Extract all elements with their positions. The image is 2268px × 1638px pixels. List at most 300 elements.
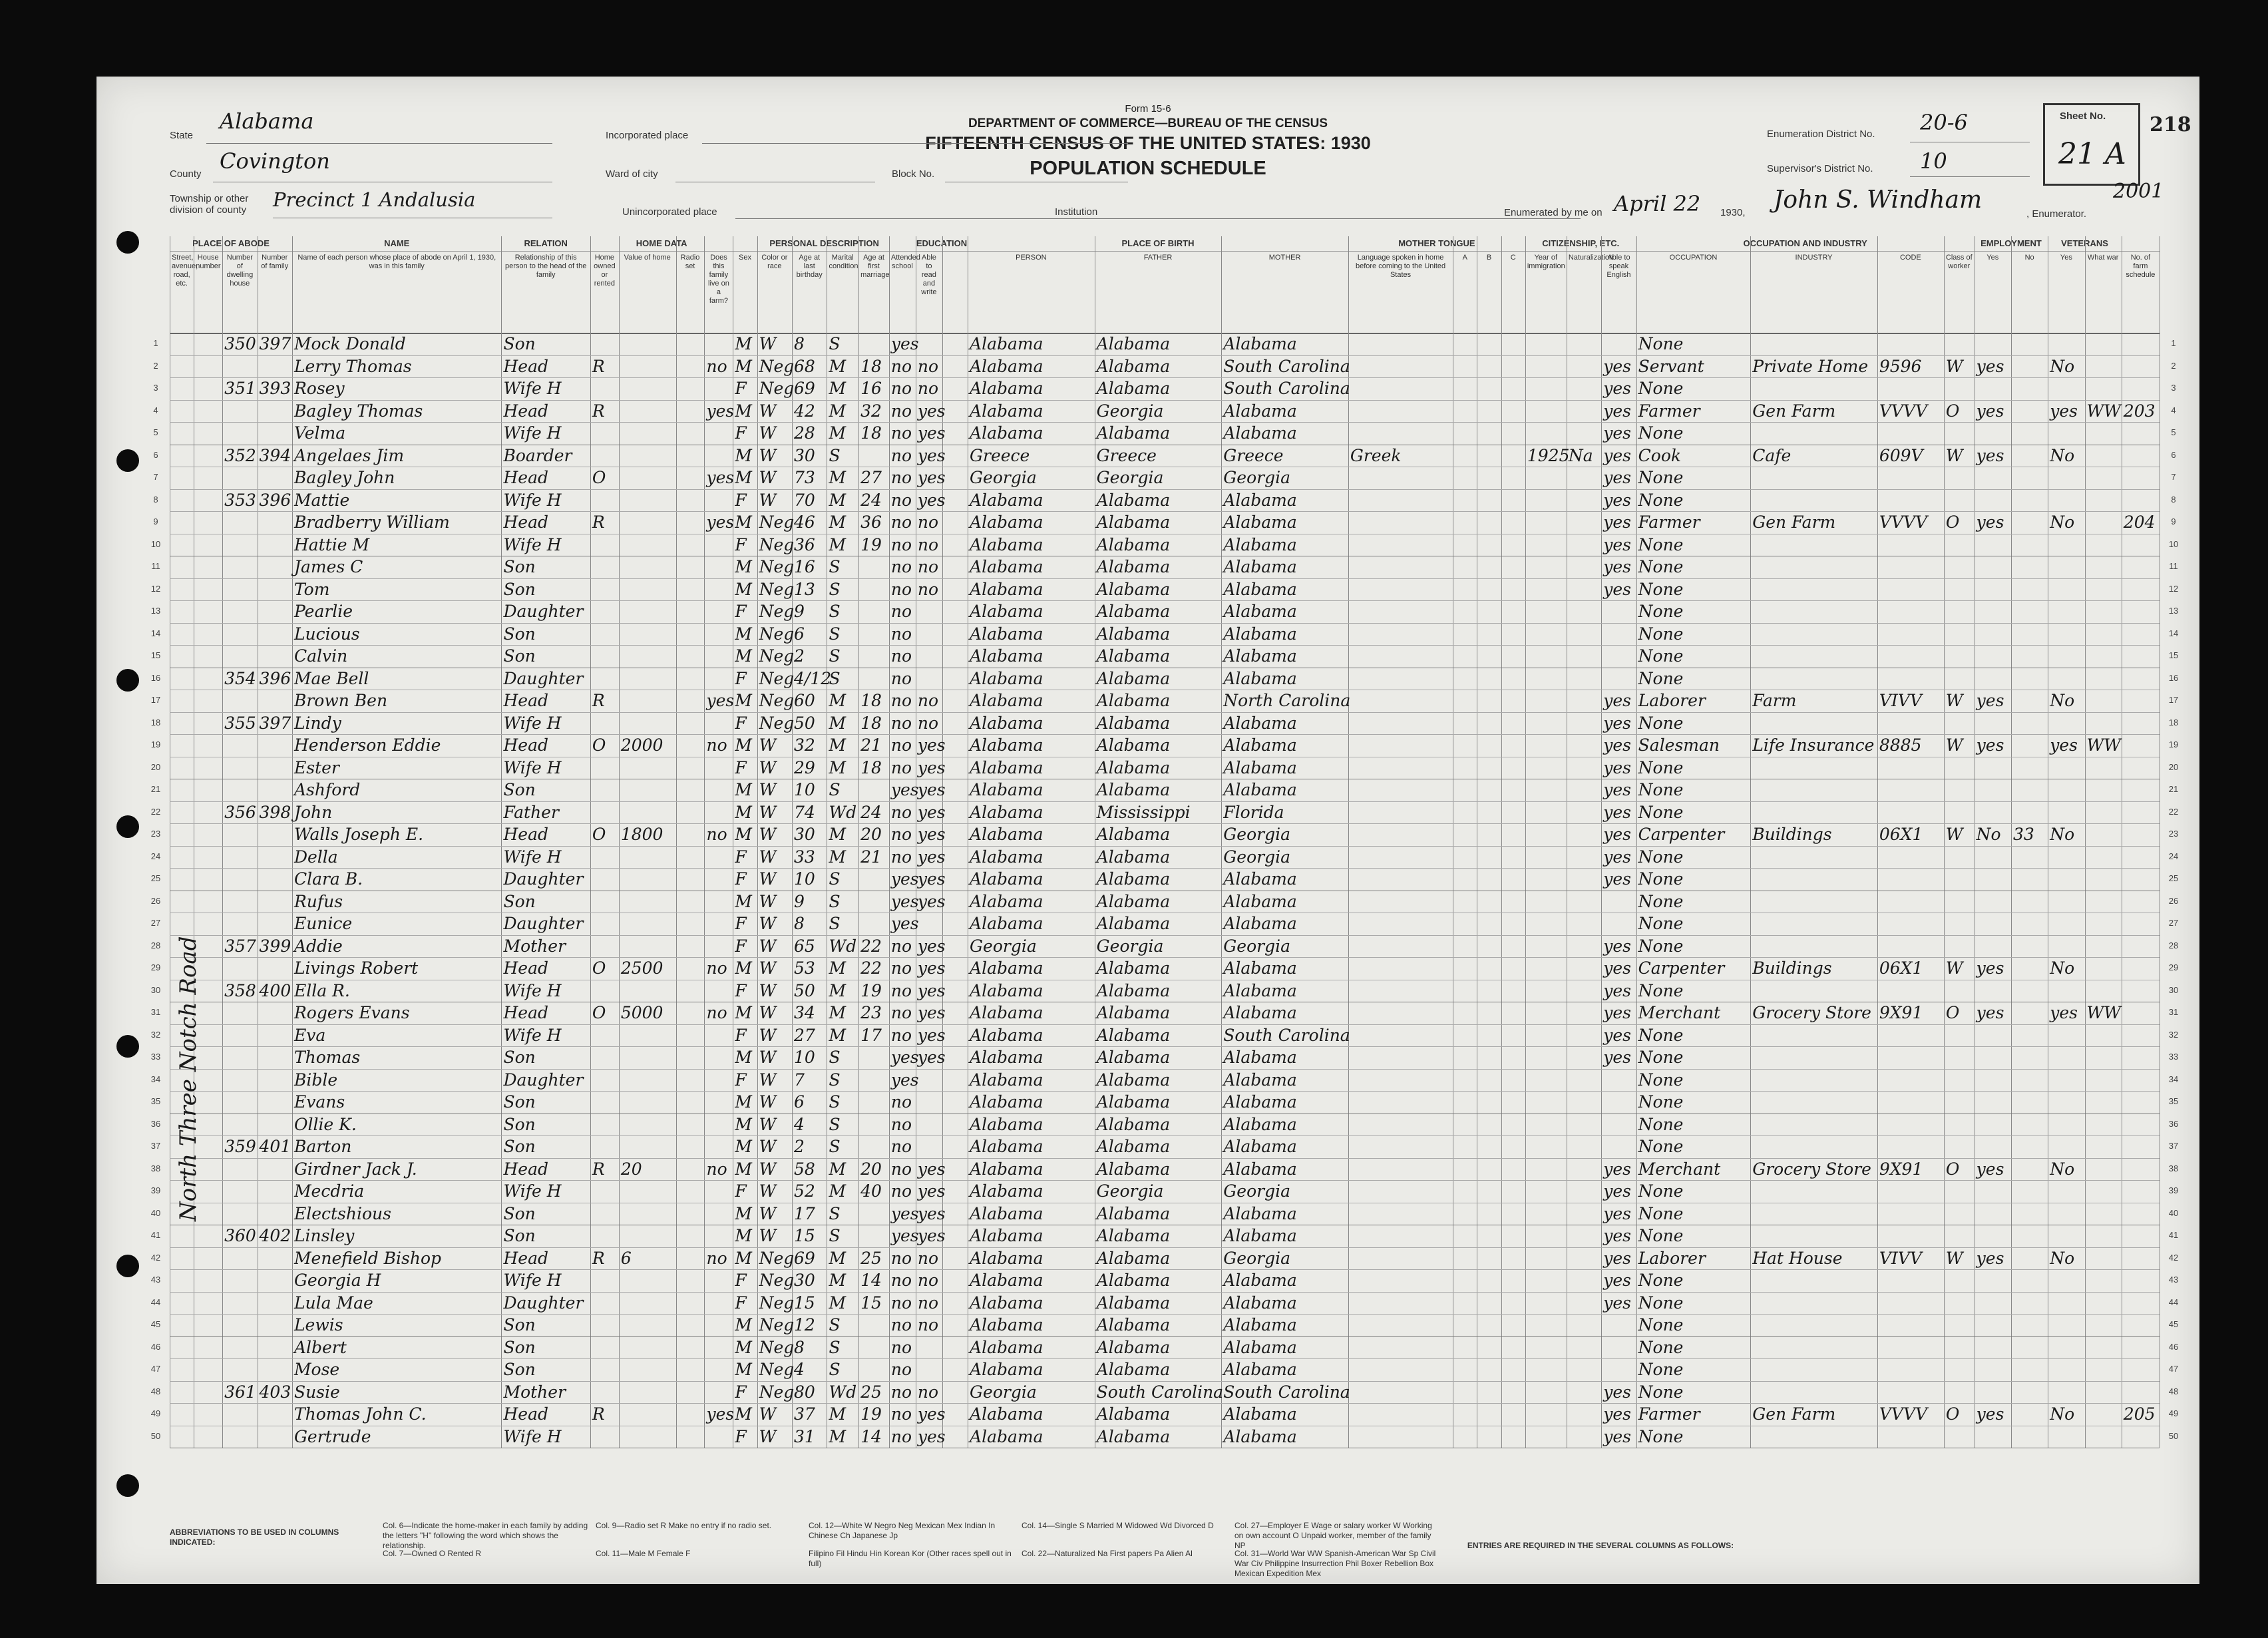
line-number: 18 xyxy=(150,717,161,727)
table-cell: Wife H xyxy=(503,847,562,867)
line-number: 18 xyxy=(2168,717,2179,727)
table-cell: None xyxy=(1638,534,1684,554)
line-number: 13 xyxy=(2168,606,2179,616)
table-cell: Alabama xyxy=(1096,1360,1171,1379)
table-cell: no xyxy=(890,1003,912,1022)
table-cell: 73 xyxy=(794,468,815,487)
table-cell: 360 xyxy=(224,1226,256,1245)
table-cell: Alabama xyxy=(970,958,1043,978)
table-cell: M xyxy=(735,1114,752,1134)
table-cell: None xyxy=(1638,423,1684,443)
enumerated-date: April 22 xyxy=(1614,191,1701,216)
table-cell: Neg xyxy=(759,624,795,644)
table-cell: 10 xyxy=(794,780,815,799)
table-cell: 10 xyxy=(794,1048,815,1067)
column-header: What war xyxy=(2087,254,2119,262)
table-cell: Head xyxy=(503,512,548,532)
table-cell: 17 xyxy=(794,1203,815,1223)
table-cell: W xyxy=(759,1203,777,1223)
table-cell: M xyxy=(735,780,752,799)
table-cell: Albert xyxy=(293,1337,347,1357)
table-cell: F xyxy=(735,423,747,443)
table-cell: F xyxy=(735,847,747,867)
table-cell: 4 xyxy=(794,1360,805,1379)
table-cell: Georgia xyxy=(970,936,1037,956)
table-cell: W xyxy=(759,735,777,755)
table-cell: F xyxy=(735,602,747,621)
table-cell: W xyxy=(759,1404,777,1424)
line-number: 24 xyxy=(150,851,161,861)
table-cell: Head xyxy=(503,401,548,421)
table-cell: 19 xyxy=(860,980,882,1000)
table-cell: South Carolina xyxy=(1223,1025,1350,1045)
table-cell: Alabama xyxy=(1096,1137,1171,1156)
table-cell: Eva xyxy=(293,1025,326,1045)
table-cell: yes xyxy=(1976,1003,2004,1022)
table-cell: Georgia xyxy=(1223,825,1290,844)
table-cell: M xyxy=(735,401,752,421)
table-cell: no xyxy=(890,1337,912,1357)
table-cell: yes xyxy=(1603,1226,1631,1245)
table-cell: Alabama xyxy=(1223,1114,1297,1134)
table-cell: yes xyxy=(1603,423,1631,443)
table-cell: Thomas John C. xyxy=(293,1404,427,1424)
line-number: 37 xyxy=(150,1141,161,1151)
table-cell: Cook xyxy=(1638,445,1682,465)
table-cell: M xyxy=(735,1315,752,1334)
table-cell: no xyxy=(890,379,912,398)
abbreviation-note: Col. 9—Radio set R Make no entry if no radio set. xyxy=(596,1521,772,1530)
table-cell: Son xyxy=(503,1137,536,1156)
table-cell: John xyxy=(293,802,333,822)
table-cell: Alabama xyxy=(970,691,1043,710)
table-cell: None xyxy=(1638,1337,1684,1357)
enumerator-label: , Enumerator. xyxy=(2026,208,2087,220)
table-cell: 32 xyxy=(794,735,815,755)
table-cell: 398 xyxy=(259,802,291,822)
table-cell: 18 xyxy=(860,423,882,443)
table-cell: yes xyxy=(2050,735,2078,755)
table-cell: Merchant xyxy=(1638,1003,1721,1022)
table-cell: no xyxy=(917,691,939,710)
table-cell: W xyxy=(759,1114,777,1134)
table-cell: Mother xyxy=(503,936,566,956)
column-header: Color or race xyxy=(761,254,788,270)
table-cell: no xyxy=(890,468,912,487)
table-cell: 22 xyxy=(860,958,882,978)
column-header: Number of dwelling house xyxy=(226,254,254,288)
table-cell: 19 xyxy=(860,1404,882,1424)
table-cell: M xyxy=(735,691,752,710)
table-cell: Alabama xyxy=(970,490,1043,510)
table-cell: Eunice xyxy=(293,914,353,933)
table-cell: 06X1 xyxy=(1879,958,1923,978)
county-label: County xyxy=(170,168,202,180)
table-cell: yes xyxy=(1603,1181,1631,1201)
institution-label: Institution xyxy=(1055,206,1098,218)
table-cell: VIVV xyxy=(1879,691,1922,710)
table-cell: Alabama xyxy=(1096,534,1171,554)
table-cell: Alabama xyxy=(970,1114,1043,1134)
table-cell: yes xyxy=(890,780,919,799)
table-cell: Son xyxy=(503,1092,536,1112)
table-cell: 2 xyxy=(794,1137,805,1156)
abbreviation-note: Col. 27—Employer E Wage or salary worker W Working on own account O Unpaid worker, member of the family NP xyxy=(1234,1521,1432,1550)
table-cell: Son xyxy=(503,579,536,599)
sheet-label: Sheet No. xyxy=(2060,110,2106,122)
table-cell: None xyxy=(1638,1048,1684,1067)
table-cell: Greece xyxy=(1223,445,1284,465)
line-number: 47 xyxy=(150,1364,161,1374)
table-cell: Alabama xyxy=(970,602,1043,621)
table-cell: No xyxy=(2050,512,2075,532)
table-cell: Neg xyxy=(759,1271,795,1290)
table-cell: yes xyxy=(890,891,919,911)
table-cell: 37 xyxy=(794,1404,815,1424)
table-cell: South Carolina xyxy=(1096,1382,1224,1402)
enumerated-label: Enumerated by me on xyxy=(1504,207,1603,218)
table-cell: yes xyxy=(1976,445,2004,465)
table-cell: WW xyxy=(2086,735,2121,755)
table-cell: 16 xyxy=(860,379,882,398)
table-cell: Wife H xyxy=(503,1426,562,1446)
table-cell: no xyxy=(890,1181,912,1201)
punch-hole xyxy=(116,231,139,254)
table-cell: 397 xyxy=(259,713,291,733)
table-cell: Alabama xyxy=(970,624,1043,644)
table-cell: M xyxy=(735,1360,752,1379)
table-cell: 53 xyxy=(794,958,815,978)
table-cell: Alabama xyxy=(970,423,1043,443)
table-cell: W xyxy=(759,1159,777,1179)
column-rule xyxy=(222,236,223,1448)
line-number: 10 xyxy=(2168,538,2179,549)
table-cell: Neg xyxy=(759,668,795,688)
table-cell: None xyxy=(1638,579,1684,599)
table-cell: Alabama xyxy=(1096,1025,1171,1045)
table-cell: yes xyxy=(917,936,946,956)
table-cell: 2500 xyxy=(620,958,663,978)
table-cell: Son xyxy=(503,1203,536,1223)
table-cell: Florida xyxy=(1223,802,1284,822)
column-header: B xyxy=(1486,254,1492,262)
table-cell: yes xyxy=(890,1203,919,1223)
table-cell: Neg xyxy=(759,356,795,376)
table-cell: Alabama xyxy=(970,334,1043,353)
table-cell: Alabama xyxy=(1223,668,1297,688)
enumeration-district-label: Enumeration District No. xyxy=(1767,128,1875,140)
table-cell: W xyxy=(759,980,777,1000)
table-cell: 13 xyxy=(794,579,815,599)
table-cell: None xyxy=(1638,847,1684,867)
line-number: 24 xyxy=(2168,851,2179,861)
table-cell: Alabama xyxy=(1223,1360,1297,1379)
table-cell: S xyxy=(829,1360,841,1379)
table-cell: Neg xyxy=(759,602,795,621)
table-cell: yes xyxy=(1976,512,2004,532)
abbreviation-note: Col. 7—Owned O Rented R xyxy=(383,1549,482,1558)
table-cell: 401 xyxy=(259,1137,291,1156)
table-cell: F xyxy=(735,1382,747,1402)
table-cell: R xyxy=(592,401,605,421)
table-cell: Son xyxy=(503,1114,536,1134)
table-cell: Alabama xyxy=(970,579,1043,599)
table-cell: yes xyxy=(1603,958,1631,978)
table-cell: no xyxy=(890,1293,912,1313)
table-cell: Alabama xyxy=(970,1404,1043,1424)
punch-hole xyxy=(116,449,139,472)
table-cell: 14 xyxy=(860,1426,882,1446)
table-cell: 354 xyxy=(224,668,256,688)
table-cell: Hattie M xyxy=(293,534,370,554)
table-cell: no xyxy=(890,958,912,978)
table-cell: Alabama xyxy=(970,1181,1043,1201)
table-cell: Alabama xyxy=(1096,757,1171,777)
table-cell: F xyxy=(735,1070,747,1090)
table-cell: Alabama xyxy=(970,356,1043,376)
line-number: 33 xyxy=(150,1052,161,1062)
table-cell: 22 xyxy=(860,936,882,956)
table-cell: yes xyxy=(917,1226,946,1245)
table-cell: yes xyxy=(1603,579,1631,599)
table-cell: 33 xyxy=(794,847,815,867)
table-cell: Alabama xyxy=(1096,423,1171,443)
table-cell: Daughter xyxy=(503,869,584,889)
table-cell: Hat House xyxy=(1752,1248,1843,1268)
table-cell: M xyxy=(735,468,752,487)
table-cell: no xyxy=(706,1159,727,1179)
table-cell: Alabama xyxy=(1096,847,1171,867)
table-cell: Alabama xyxy=(970,802,1043,822)
table-cell: Neg xyxy=(759,1337,795,1357)
table-cell: 21 xyxy=(860,735,882,755)
table-cell: no xyxy=(890,579,912,599)
table-cell: M xyxy=(829,356,847,376)
table-cell: no xyxy=(890,1248,912,1268)
table-cell: Alabama xyxy=(1096,490,1171,510)
line-number: 26 xyxy=(150,895,161,906)
table-cell: 30 xyxy=(794,825,815,844)
table-cell: 80 xyxy=(794,1382,815,1402)
column-rule xyxy=(590,236,591,1448)
line-number: 23 xyxy=(150,829,161,839)
line-number: 39 xyxy=(2168,1185,2179,1195)
unincorporated-label: Unincorporated place xyxy=(622,206,717,218)
line-number: 8 xyxy=(153,494,158,505)
table-cell: Georgia xyxy=(1223,936,1290,956)
table-cell: Alabama xyxy=(1096,646,1171,666)
line-number: 27 xyxy=(2168,918,2179,928)
table-cell: R xyxy=(592,356,605,376)
line-number: 28 xyxy=(150,940,161,950)
line-number: 17 xyxy=(2168,695,2179,705)
table-cell: M xyxy=(829,713,847,733)
table-cell: yes xyxy=(1976,1404,2004,1424)
table-cell: 355 xyxy=(224,713,256,733)
supervisor-district-label: Supervisor's District No. xyxy=(1767,163,1873,174)
table-cell: yes xyxy=(917,891,946,911)
table-cell: Head xyxy=(503,1404,548,1424)
table-cell: Alabama xyxy=(1096,1226,1171,1245)
table-cell: M xyxy=(829,1025,847,1045)
line-number: 41 xyxy=(150,1230,161,1240)
table-cell: S xyxy=(829,1337,841,1357)
table-cell: O xyxy=(592,1003,606,1022)
punch-hole xyxy=(116,1035,139,1058)
table-cell: Alabama xyxy=(970,1203,1043,1223)
table-cell: None xyxy=(1638,1360,1684,1379)
table-cell: Greek xyxy=(1350,445,1402,465)
table-cell: Alabama xyxy=(970,825,1043,844)
table-cell: W xyxy=(759,802,777,822)
table-cell: South Carolina xyxy=(1223,379,1350,398)
table-cell: Alabama xyxy=(1223,1003,1297,1022)
column-rule xyxy=(1750,236,1751,1448)
table-cell: James C xyxy=(293,557,363,576)
line-number: 33 xyxy=(2168,1052,2179,1062)
column-header: A xyxy=(1462,254,1467,262)
table-cell: W xyxy=(1945,958,1963,978)
table-cell: 353 xyxy=(224,490,256,510)
line-number: 32 xyxy=(2168,1029,2179,1040)
line-number: 50 xyxy=(150,1430,161,1441)
table-cell: M xyxy=(735,1226,752,1245)
table-cell: M xyxy=(829,847,847,867)
table-cell: Son xyxy=(503,1360,536,1379)
table-cell: M xyxy=(829,423,847,443)
column-rule xyxy=(619,236,620,1448)
table-cell: S xyxy=(829,1315,841,1334)
line-number: 20 xyxy=(2168,761,2179,772)
table-cell: 29 xyxy=(794,757,815,777)
table-cell: None xyxy=(1638,1114,1684,1134)
table-cell: M xyxy=(829,1181,847,1201)
table-cell: no xyxy=(890,602,912,621)
table-cell: 30 xyxy=(794,1271,815,1290)
table-cell: no xyxy=(890,980,912,1000)
table-cell: Alabama xyxy=(1223,958,1297,978)
table-cell: 1800 xyxy=(620,825,663,844)
line-number: 7 xyxy=(153,472,158,482)
census-sheet xyxy=(96,77,2199,1584)
column-header: CODE xyxy=(1899,254,1921,262)
line-number: 2 xyxy=(2171,360,2176,371)
table-cell: S xyxy=(829,780,841,799)
table-cell: no xyxy=(890,1271,912,1290)
table-cell: Laborer xyxy=(1638,1248,1706,1268)
table-cell: None xyxy=(1638,1293,1684,1313)
table-cell: F xyxy=(735,980,747,1000)
table-cell: W xyxy=(759,936,777,956)
state-value: Alabama xyxy=(220,108,314,134)
table-cell: 65 xyxy=(794,936,815,956)
table-cell: no xyxy=(706,825,727,844)
line-number: 26 xyxy=(2168,895,2179,906)
table-cell: Laborer xyxy=(1638,691,1706,710)
table-cell: Greece xyxy=(970,445,1030,465)
line-number: 1 xyxy=(153,338,158,348)
table-cell: yes xyxy=(917,1181,946,1201)
required-entries-title: ENTRIES ARE REQUIRED IN THE SEVERAL COLUMNS AS FOLLOWS: xyxy=(1467,1541,1734,1550)
table-cell: F xyxy=(735,668,747,688)
table-cell: Alabama xyxy=(970,557,1043,576)
table-cell: 18 xyxy=(860,356,882,376)
table-cell: M xyxy=(829,958,847,978)
table-cell: 36 xyxy=(794,534,815,554)
table-cell: Alabama xyxy=(970,1293,1043,1313)
table-cell: Head xyxy=(503,356,548,376)
table-cell: no xyxy=(917,512,939,532)
table-cell: 25 xyxy=(860,1248,882,1268)
table-cell: yes xyxy=(917,1025,946,1045)
table-cell: Head xyxy=(503,1003,548,1022)
table-cell: S xyxy=(829,668,841,688)
column-header: Language spoken in home before coming to the United States xyxy=(1355,254,1446,279)
line-number: 42 xyxy=(150,1252,161,1263)
table-cell: M xyxy=(829,401,847,421)
line-number: 35 xyxy=(2168,1096,2179,1106)
table-cell: Rogers Evans xyxy=(293,1003,410,1022)
table-cell: 74 xyxy=(794,802,815,822)
column-header: Marital condition xyxy=(829,254,858,270)
table-cell: Alabama xyxy=(1223,980,1297,1000)
table-cell: Alabama xyxy=(970,379,1043,398)
table-cell: no xyxy=(890,847,912,867)
table-cell: Head xyxy=(503,958,548,978)
table-cell: F xyxy=(735,490,747,510)
ward-label: Ward of city xyxy=(606,168,658,180)
table-cell: Neg xyxy=(759,379,795,398)
table-cell: Son xyxy=(503,1048,536,1067)
enumerated-year: 1930, xyxy=(1720,207,1746,218)
table-cell: Alabama xyxy=(1096,1092,1171,1112)
table-cell: Alabama xyxy=(1223,557,1297,576)
table-cell: W xyxy=(759,1426,777,1446)
table-cell: Son xyxy=(503,1315,536,1334)
column-header: Yes xyxy=(2060,254,2072,262)
table-cell: no xyxy=(917,1382,939,1402)
line-number: 37 xyxy=(2168,1141,2179,1151)
table-cell: W xyxy=(759,1070,777,1090)
table-cell: Alabama xyxy=(1223,1092,1297,1112)
table-cell: None xyxy=(1638,468,1684,487)
line-number: 44 xyxy=(2168,1297,2179,1307)
table-cell: F xyxy=(735,757,747,777)
table-cell: Farmer xyxy=(1638,1404,1700,1424)
table-cell: no xyxy=(917,1293,939,1313)
table-cell: Lula Mae xyxy=(293,1293,373,1313)
table-cell: yes xyxy=(1603,780,1631,799)
table-cell: Daughter xyxy=(503,914,584,933)
table-cell: no xyxy=(890,735,912,755)
table-cell: no xyxy=(890,445,912,465)
table-cell: Lerry Thomas xyxy=(293,356,412,376)
table-cell: S xyxy=(829,624,841,644)
line-number: 5 xyxy=(153,427,158,437)
table-cell: Alabama xyxy=(1223,713,1297,733)
column-header: PERSON xyxy=(1016,254,1047,262)
table-cell: no xyxy=(917,379,939,398)
table-cell: Buildings xyxy=(1752,825,1832,844)
table-cell: O xyxy=(592,825,606,844)
table-cell: yes xyxy=(1976,691,2004,710)
table-cell: yes xyxy=(890,914,919,933)
table-cell: Alabama xyxy=(970,980,1043,1000)
line-number: 11 xyxy=(2169,561,2178,571)
table-cell: no xyxy=(917,1248,939,1268)
table-cell: Boarder xyxy=(503,445,572,465)
table-cell: M xyxy=(735,1137,752,1156)
